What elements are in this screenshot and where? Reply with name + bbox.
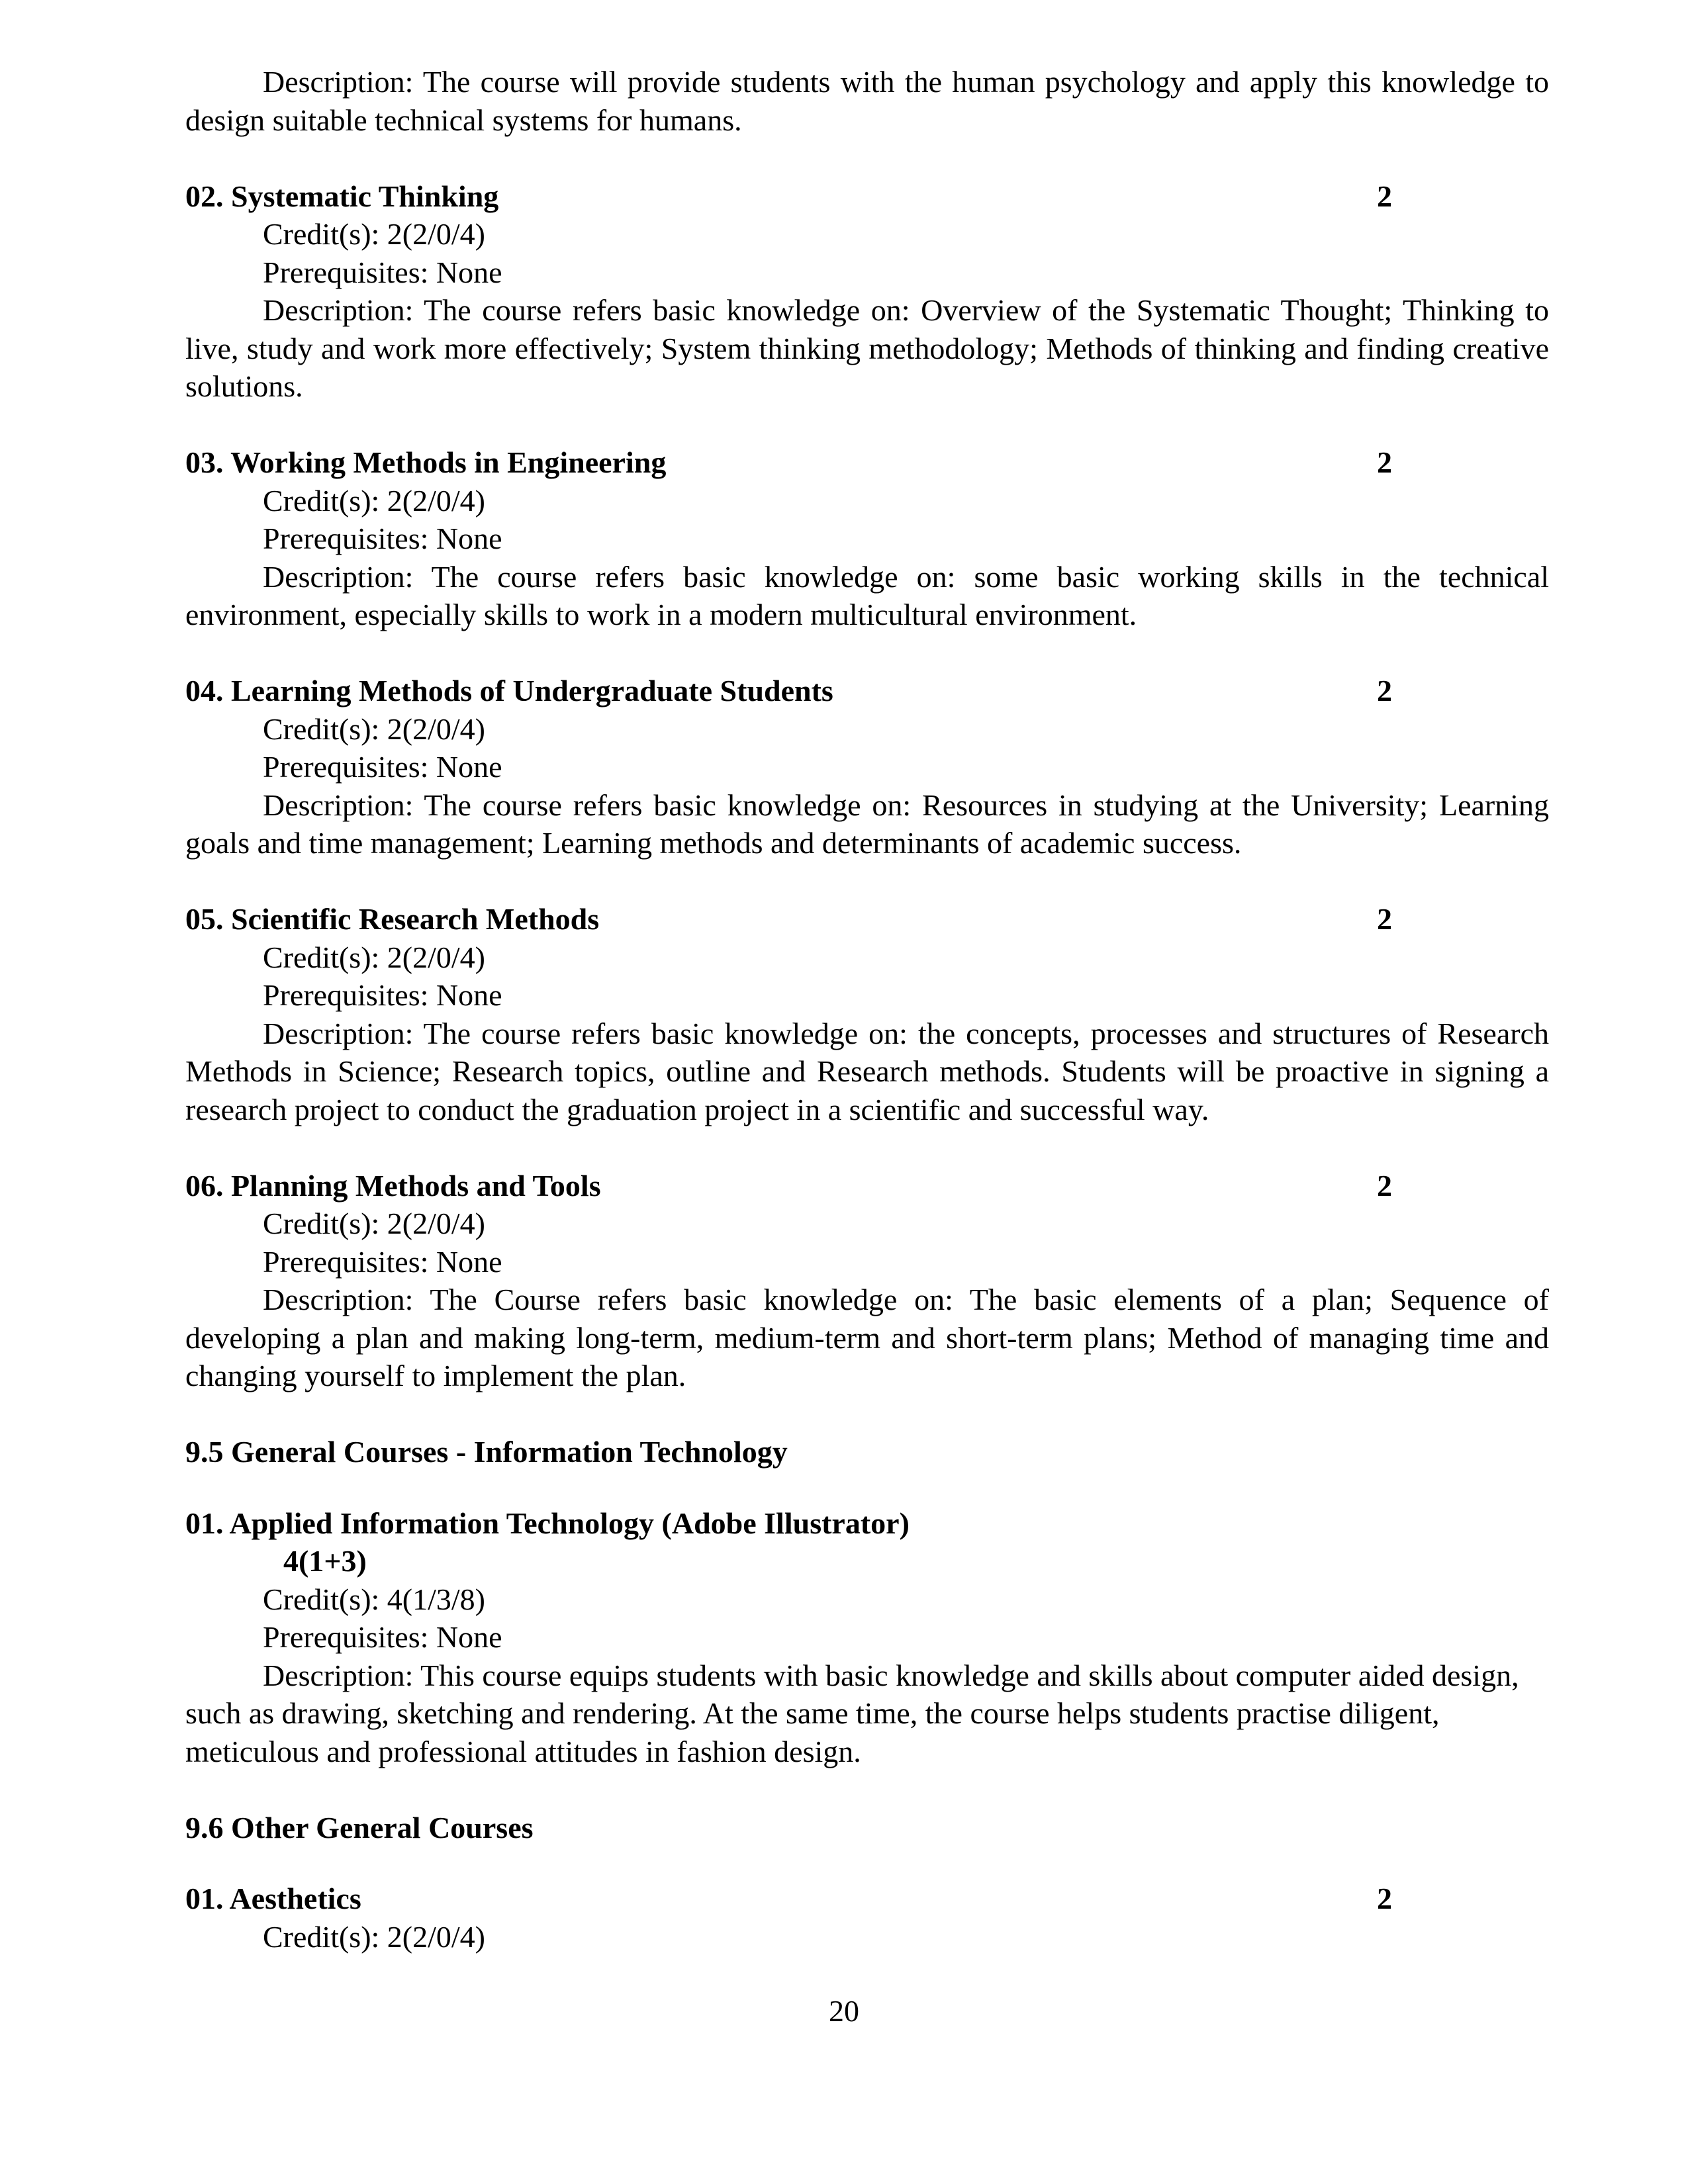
course-title: 01. Aesthetics — [185, 1882, 361, 1915]
page-number: 20 — [829, 1994, 859, 2028]
course-title-row — [185, 177, 1549, 216]
course-credits: 2 — [1377, 902, 1392, 936]
course-systematic-thinking — [185, 177, 1549, 406]
course-title-row — [185, 1880, 1549, 1918]
prerequisites-line: Prerequisites: None — [263, 1620, 502, 1654]
course-title-row — [185, 1167, 1549, 1205]
course-credits: 2 — [1377, 1168, 1392, 1203]
course-title-row — [185, 672, 1549, 710]
course-title: 06. Planning Methods and Tools — [185, 1168, 601, 1203]
course-credits: 2 — [1377, 1882, 1392, 1915]
course-credits: 2 — [1377, 445, 1392, 479]
course-description: Description: The course refers basic knowledge on: the concepts, processes and structures of Research Methods in Science; Research topics, outline and Research methods. Students will be proactive in signing a research project to conduct the graduation project in a scientific and successful way. — [185, 1016, 1549, 1126]
course-title: 03. Working Methods in Engineering — [185, 445, 667, 479]
course-description: Description: The Course refers basic knowledge on: The basic elements of a plan; Sequence of developing a plan and making long-term, medium-term and short-term plans; Method of managing time and changing yourself to implement the plan. — [185, 1283, 1549, 1392]
course-planning-methods — [185, 1167, 1549, 1395]
section-heading-other: 9.6 Other General Courses — [185, 1810, 534, 1844]
course-credits: 2 — [1377, 179, 1392, 213]
course-description: Description: The course refers basic knowledge on: Overview of the Systematic Thought; Thinking to live, study and work more effectively; System thinking methodology; Methods of thinking and finding creative solutions. — [185, 293, 1549, 403]
section-heading-it: 9.5 General Courses - Information Technology — [185, 1435, 788, 1469]
course-credits: 2 — [1377, 674, 1392, 707]
course-learning-methods — [185, 672, 1549, 862]
course-applied-it — [185, 1504, 1549, 1771]
credit-line: Credit(s): 2(2/0/4) — [263, 217, 485, 251]
intro-block — [185, 63, 1549, 139]
prerequisites-line: Prerequisites: None — [263, 978, 502, 1012]
course-title: 01. Applied Information Technology (Adobe Illustrator) — [185, 1506, 910, 1540]
prerequisites-line: Prerequisites: None — [263, 1244, 502, 1279]
course-title: 04. Learning Methods of Undergraduate Students — [185, 674, 833, 707]
credit-line: Credit(s): 2(2/0/4) — [263, 483, 485, 518]
prerequisites-line: Prerequisites: None — [263, 255, 502, 289]
course-title-row — [185, 443, 1549, 482]
course-title: 02. Systematic Thinking — [185, 179, 499, 213]
prerequisites-line: Prerequisites: None — [263, 522, 502, 555]
course-description: Description: The course will provide students with the human psychology and apply this knowledge to design suitable technical systems for humans. — [185, 65, 1549, 137]
course-scientific-research — [185, 900, 1549, 1128]
credit-line: Credit(s): 4(1/3/8) — [263, 1582, 485, 1616]
course-aesthetics — [185, 1880, 1549, 1956]
course-description: Description: The course refers basic knowledge on: some basic working skills in the technical environment, especially skills to work in a modern multicultural environment. — [185, 559, 1549, 631]
prerequisites-line: Prerequisites: None — [263, 750, 502, 784]
credit-line: Credit(s): 2(2/0/4) — [263, 1919, 485, 1954]
course-title: 05. Scientific Research Methods — [185, 902, 600, 936]
course-title-row — [185, 900, 1549, 938]
course-description: Description: The course refers basic knowledge on: Resources in studying at the University; Learning goals and time management; Learning methods and determinants of academic success. — [185, 788, 1549, 860]
credit-line: Credit(s): 2(2/0/4) — [263, 940, 485, 974]
course-credits: 4(1+3) — [283, 1544, 367, 1578]
credit-line: Credit(s): 2(2/0/4) — [263, 711, 485, 746]
document-page — [185, 63, 1549, 1994]
course-working-methods — [185, 443, 1549, 634]
credit-line: Credit(s): 2(2/0/4) — [263, 1206, 485, 1240]
course-description: Description: This course equips students with basic knowledge and skills about computer aided design, such as drawing, sketching and rendering. At the same time, the course helps students practise diligent, meticulous and professional attitudes in fashion design. — [185, 1658, 1519, 1768]
course-title-row — [185, 1504, 1549, 1543]
